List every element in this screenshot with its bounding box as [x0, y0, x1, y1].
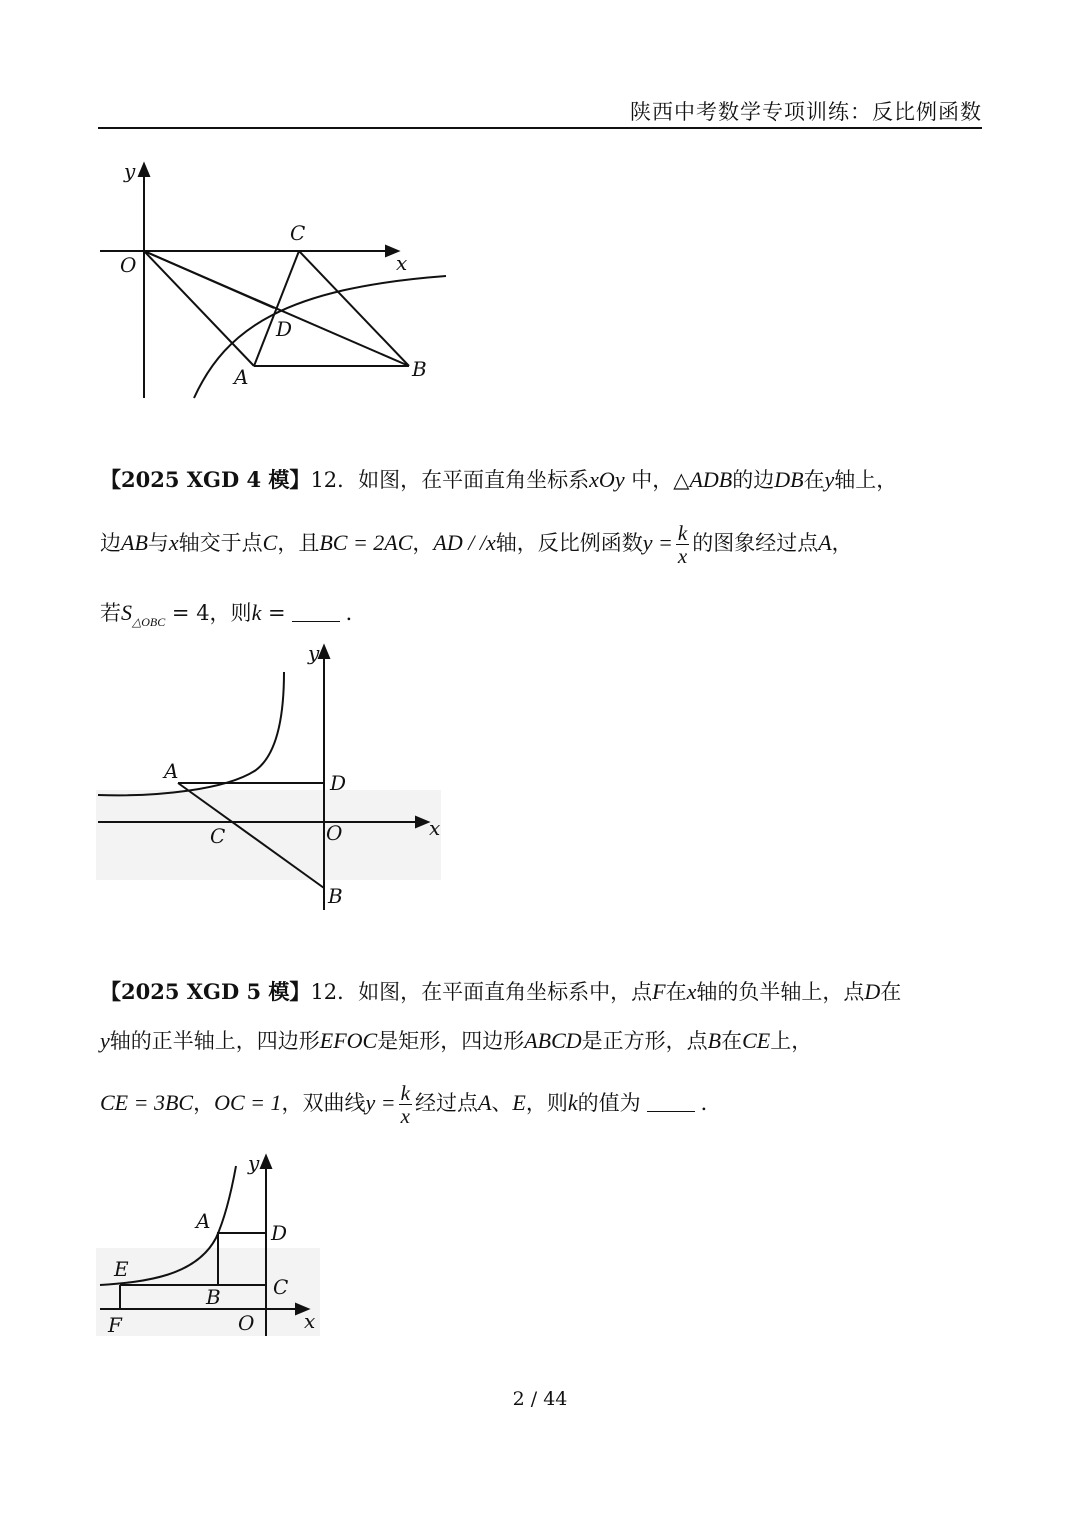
math-F: F: [652, 979, 666, 1004]
label-y: y: [308, 641, 320, 665]
math-CE-eq: CE = 3BC: [100, 1090, 194, 1115]
text: 是正方形，点: [581, 1029, 708, 1053]
math-BC-eq: BC = 2AC: [319, 530, 413, 555]
math-k: k: [567, 1090, 578, 1115]
math-y-eq: y =: [365, 1090, 396, 1115]
math-subscript-OBC: △OBC: [132, 615, 166, 629]
label-D: D: [276, 317, 293, 341]
text: 的边: [732, 468, 775, 492]
problem2-line3: [100, 1082, 722, 1127]
math-EFOC: EFOC: [319, 1028, 378, 1053]
y-axis-arrow: [139, 164, 149, 176]
label-x: x: [396, 251, 408, 275]
problem1-line3: [100, 597, 367, 630]
label-A: A: [164, 759, 179, 783]
label-B: B: [328, 884, 343, 908]
text: 轴交于点: [178, 531, 263, 555]
text: 上，: [770, 1029, 813, 1053]
problem2-number: 12．: [310, 980, 359, 1004]
problem2-tag: 【2025 XGD 5 模】: [100, 979, 311, 1004]
fraction-denominator: x: [400, 1104, 410, 1128]
math-ADB: ADB: [689, 467, 733, 492]
shaded-background: [96, 790, 441, 880]
segment-CB: [299, 251, 409, 366]
math-AB: AB: [121, 530, 148, 555]
math-y: y: [100, 1028, 110, 1053]
hyperbola-curve: [98, 672, 284, 795]
label-B: B: [412, 357, 427, 381]
text: 轴，反比例函数: [495, 531, 643, 555]
math-y-eq: y =: [642, 530, 673, 555]
hyperbola-curve: [194, 276, 446, 398]
label-y: y: [248, 1151, 260, 1175]
math-x: x: [686, 979, 697, 1004]
math-E: E: [512, 1090, 526, 1115]
math-k: k: [251, 600, 262, 625]
text: 轴上，: [834, 468, 898, 492]
text: 是矩形，四边形: [377, 1029, 525, 1053]
text: 轴的负半轴上，点: [696, 980, 865, 1004]
text: 在: [665, 980, 687, 1004]
label-x: x: [429, 816, 441, 840]
math-B: B: [707, 1028, 722, 1053]
math-xOy: xOy: [589, 467, 625, 492]
segment-OD: [144, 251, 274, 308]
text: =: [268, 601, 286, 625]
math-OC-eq: OC = 1: [214, 1090, 282, 1115]
text: ，: [193, 1091, 215, 1115]
label-E: E: [114, 1257, 129, 1281]
answer-blank[interactable]: [647, 1093, 695, 1112]
math-ABCD: ABCD: [524, 1028, 582, 1053]
label-A: A: [234, 365, 249, 389]
math-CE: CE: [742, 1028, 771, 1053]
math-A: A: [818, 530, 832, 555]
figure-3: [96, 1148, 336, 1348]
page-number: 2 / 44: [512, 1388, 568, 1410]
text: ，: [831, 531, 853, 555]
label-B: B: [206, 1285, 221, 1309]
math-C: C: [262, 530, 278, 555]
segment-AC: [254, 251, 299, 366]
label-O: O: [120, 253, 137, 277]
text: ．: [700, 1091, 722, 1115]
math-x: x: [168, 530, 179, 555]
problem2-line2: [100, 1025, 812, 1055]
text: 如图，在平面直角坐标系中，点: [358, 980, 653, 1004]
label-A: A: [196, 1209, 211, 1233]
text: ．: [345, 601, 367, 625]
text: 在: [721, 1029, 743, 1053]
text: 与: [147, 531, 169, 555]
figure-2: [96, 640, 456, 915]
header-rule: [98, 127, 982, 129]
figure-1: [96, 158, 456, 403]
text: 的图象经过点: [692, 531, 819, 555]
label-y: y: [124, 159, 136, 183]
label-C: C: [273, 1275, 289, 1299]
label-D: D: [330, 771, 347, 795]
math-AD-parallel: AD / /x: [433, 530, 496, 555]
label-F: F: [108, 1313, 122, 1337]
label-O: O: [326, 821, 343, 845]
fraction-numerator: k: [400, 1081, 410, 1105]
y-axis-arrow: [261, 1156, 271, 1168]
text: 边: [100, 531, 121, 555]
label-C: C: [210, 824, 226, 848]
math-DB: DB: [774, 467, 804, 492]
math-A: A: [477, 1090, 492, 1115]
text: = 4，则: [171, 601, 252, 625]
text: 轴的正半轴上，四边形: [109, 1029, 320, 1053]
text: ，: [412, 531, 434, 555]
math-y: y: [824, 467, 835, 492]
text: ，双曲线: [281, 1091, 366, 1115]
text: 如图，在平面直角坐标系: [358, 468, 590, 492]
problem1-tag: 【2025 XGD 4 模】: [100, 467, 311, 492]
text: 中，△: [631, 468, 690, 492]
y-axis-arrow: [319, 646, 329, 658]
fraction-k-over-x: [399, 1082, 412, 1127]
problem1-number: 12．: [310, 468, 359, 492]
text: 在: [803, 468, 825, 492]
page-header-title: 陕西中考数学专项训练：反比例函数: [630, 100, 982, 124]
problem1-line1: [100, 464, 897, 494]
label-D: D: [271, 1221, 288, 1245]
fraction-numerator: k: [677, 521, 688, 545]
fraction-denominator: x: [677, 544, 688, 568]
text: 、: [491, 1091, 513, 1115]
text: 在: [880, 980, 902, 1004]
segment-OA: [144, 251, 254, 366]
problem1-line2: [100, 522, 853, 567]
text: ，且: [277, 531, 320, 555]
text: 的值为: [577, 1091, 641, 1115]
math-S: S: [121, 600, 132, 625]
answer-blank[interactable]: [292, 603, 340, 622]
label-x: x: [304, 1309, 316, 1333]
problem2-line1: [100, 976, 901, 1006]
text: 若: [100, 601, 121, 625]
label-C: C: [290, 221, 306, 245]
fraction-k-over-x: [676, 522, 689, 567]
text: 经过点: [414, 1091, 478, 1115]
math-D: D: [864, 979, 881, 1004]
text: ，则: [525, 1091, 568, 1115]
label-O: O: [238, 1311, 255, 1335]
